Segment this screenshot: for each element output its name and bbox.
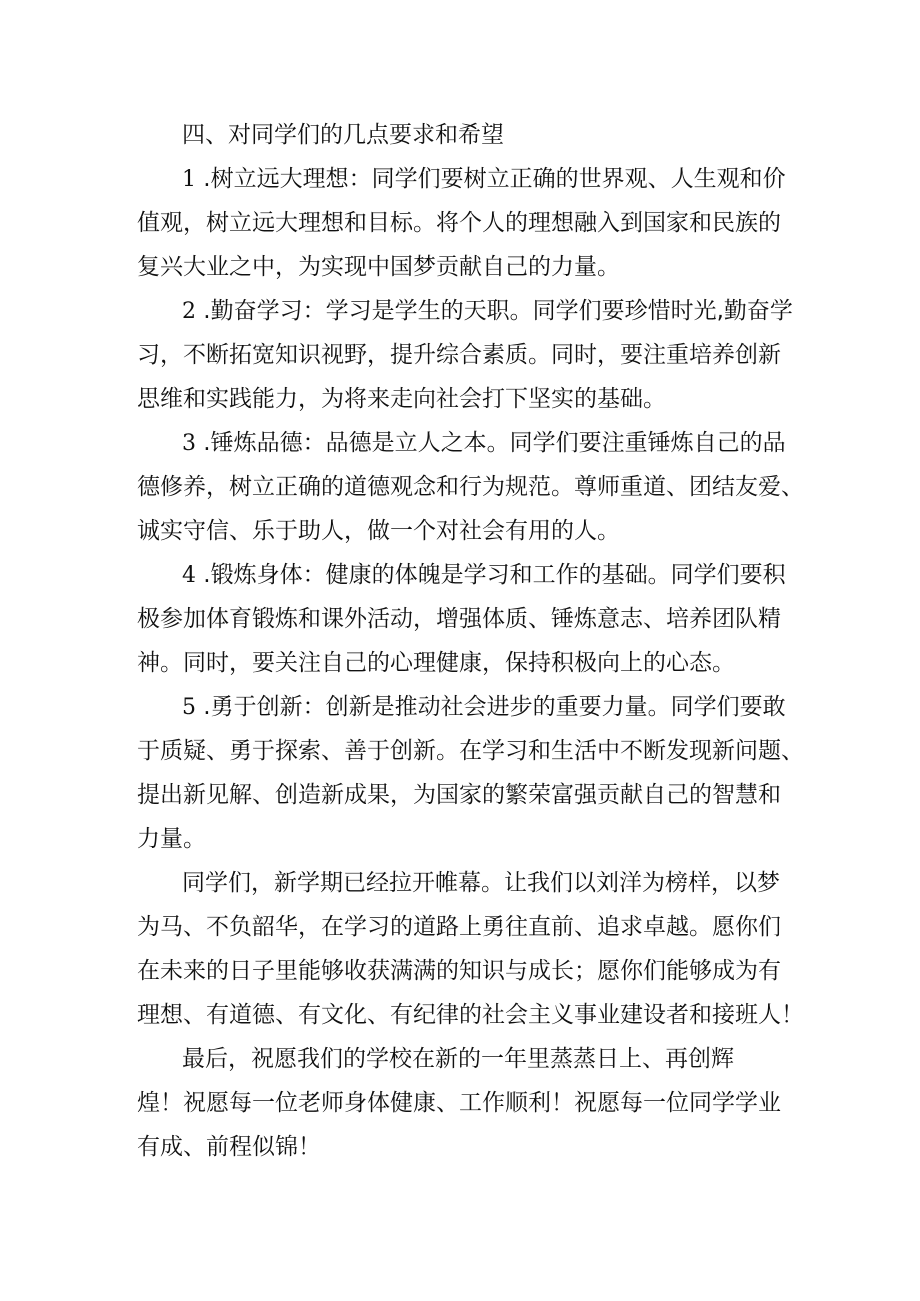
- text-line: 诚实守信、乐于助人，做一个对社会有用的人。: [137, 518, 620, 544]
- text-line: 力量。: [137, 826, 206, 852]
- text-line: 德修养，树立正确的道德观念和行为规范。尊师重道、团结友爱、: [137, 474, 804, 500]
- text-line: 理想、有道德、有文化、有纪律的社会主义事业建设者和接班人！: [137, 1002, 804, 1028]
- item-number: 5: [182, 695, 196, 720]
- item-number: 3: [182, 431, 196, 456]
- text-line: 极参加体育锻炼和课外活动，增强体质、锤炼意志、培养团队精: [137, 606, 781, 632]
- item-number: 2: [182, 299, 196, 324]
- text-line: 在未来的日子里能够收获满满的知识与成长；愿你们能够成为有: [137, 958, 781, 984]
- section-heading: 四、对同学们的几点要求和希望: [182, 122, 504, 148]
- line-text: .锤炼品德：品德是立人之本。同学们要注重锤炼自己的品: [196, 430, 786, 456]
- text-line: [182, 557, 786, 593]
- text-line: 煌！祝愿每一位老师身体健康、工作顺利！祝愿每一位同学学业: [137, 1090, 781, 1116]
- text-line: [182, 161, 786, 197]
- text-line: 值观，树立远大理想和目标。将个人的理想融入到国家和民族的: [137, 210, 781, 236]
- text-line: 有成、前程似锦！: [137, 1134, 321, 1160]
- line-text: .勇于创新：创新是推动社会进步的重要力量。同学们要敢: [196, 694, 786, 720]
- text-line: [182, 293, 793, 329]
- line-text: .勤奋学习：学习是学生的天职。同学们要珍惜时光,勤奋学: [196, 298, 793, 324]
- text-line: 提出新见解、创造新成果，为国家的繁荣富强贡献自己的智慧和: [137, 782, 781, 808]
- text-line: 习，不断拓宽知识视野，提升综合素质。同时，要注重培养创新: [137, 342, 781, 368]
- text-line: 神。同时，要关注自己的心理健康，保持积极向上的心态。: [137, 650, 735, 676]
- line-text: .锻炼身体：健康的体魄是学习和工作的基础。同学们要积: [196, 562, 786, 588]
- text-line: 为马、不负韶华，在学习的道路上勇往直前、追求卓越。愿你们: [137, 914, 781, 940]
- text-line: 最后，祝愿我们的学校在新的一年里蒸蒸日上、再创辉: [182, 1046, 734, 1072]
- text-line: 思维和实践能力，为将来走向社会打下坚实的基础。: [137, 386, 666, 412]
- item-number: 1: [182, 167, 196, 192]
- text-line: [182, 425, 786, 461]
- item-number: 4: [182, 563, 196, 588]
- text-line: 于质疑、勇于探索、善于创新。在学习和生活中不断发现新问题、: [137, 738, 804, 764]
- text-line: [182, 689, 786, 725]
- line-text: .树立远大理想：同学们要树立正确的世界观、人生观和价: [196, 166, 786, 192]
- text-line: 复兴大业之中，为实现中国梦贡献自己的力量。: [137, 254, 620, 280]
- text-line: 同学们，新学期已经拉开帷幕。让我们以刘洋为榜样，以梦: [182, 870, 780, 896]
